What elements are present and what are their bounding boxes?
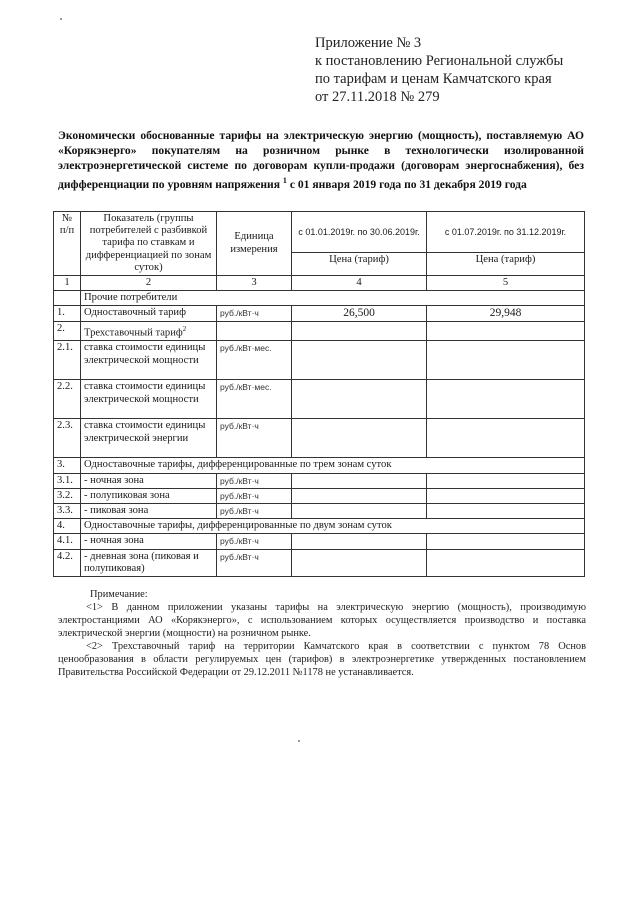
row-footnote-mark: 2 xyxy=(182,324,187,333)
row-num: 3. xyxy=(54,458,81,473)
row-unit: руб./кВт·ч xyxy=(217,534,292,549)
table-row xyxy=(54,549,585,576)
table-row xyxy=(54,534,585,549)
row-value-2 xyxy=(427,534,585,549)
row-name: - полупиковая зона xyxy=(81,488,217,503)
row-num: 2.1. xyxy=(54,341,81,380)
scan-speck xyxy=(60,18,62,20)
row-name: - ночная зона xyxy=(81,534,217,549)
row-name: - ночная зона xyxy=(81,473,217,488)
row-value-1 xyxy=(292,503,427,518)
table-row xyxy=(54,419,585,458)
row-value-2 xyxy=(427,473,585,488)
row-unit: руб./кВт·ч xyxy=(217,488,292,503)
row-unit xyxy=(217,321,292,341)
row-value-1 xyxy=(292,534,427,549)
header-period-1: с 01.01.2019г. по 30.06.2019г. xyxy=(292,212,427,253)
row-value-1 xyxy=(292,549,427,576)
row-value-2 xyxy=(427,419,585,458)
colnum-1: 1 xyxy=(54,276,81,291)
row-value-1 xyxy=(292,488,427,503)
document-heading xyxy=(58,128,584,192)
header-num: № п/п xyxy=(54,212,81,276)
row-unit: руб./кВт·ч xyxy=(217,473,292,488)
row-unit: руб./кВт·ч xyxy=(217,419,292,458)
row-num: 2.3. xyxy=(54,419,81,458)
note-2: <2> Трехставочный тариф на территории Камчатского края в соответствии с пунктом 78 Основ ценообразования в области регулируемых цен (тарифов) в электроэнергетике утвержденных постановлением Правительства Российской Федерации от 29.12.2011 №1178 не устанавливается. xyxy=(58,641,586,678)
row-name: ставка стоимости единицы электрической мощности xyxy=(81,380,217,419)
row-value-1: 26,500 xyxy=(292,306,427,321)
row-name: ставка стоимости единицы электрической мощности xyxy=(81,341,217,380)
colnum-4: 4 xyxy=(292,276,427,291)
row-num: 3.2. xyxy=(54,488,81,503)
appendix-resolution: к постановлению Региональной службы xyxy=(315,53,564,69)
row-name: ставка стоимости единицы электрической энергии xyxy=(81,419,217,458)
heading-footnote-mark: 1 xyxy=(282,176,287,185)
row-num: 4.2. xyxy=(54,549,81,576)
colnum-2: 2 xyxy=(81,276,217,291)
header-price-1: Цена (тариф) xyxy=(292,253,427,276)
column-number-row xyxy=(54,276,585,291)
scan-speck xyxy=(298,740,300,742)
table-row xyxy=(54,519,585,534)
row-value-2: 29,948 xyxy=(427,306,585,321)
appendix-block xyxy=(315,34,563,106)
header-indicator: Показатель (группы потребителей с разбивкой тарифа по ставкам и дифференциацией по зонам суток) xyxy=(81,212,217,276)
row-value-1 xyxy=(292,419,427,458)
row-value-2 xyxy=(427,321,585,341)
table-row xyxy=(54,321,585,341)
row-num: 4.1. xyxy=(54,534,81,549)
row-num: 1. xyxy=(54,306,81,321)
row-num: 4. xyxy=(54,519,81,534)
notes-block xyxy=(58,588,586,679)
header-price-2: Цена (тариф) xyxy=(427,253,585,276)
row-num: 2.2. xyxy=(54,380,81,419)
row-num: 3.1. xyxy=(54,473,81,488)
row-name: Одноставочные тарифы, дифференцированные по двум зонам суток xyxy=(81,519,585,534)
row-unit: руб./кВт·мес. xyxy=(217,341,292,380)
row-name: - дневная зона (пиковая и полупиковая) xyxy=(81,549,217,576)
appendix-authority: по тарифам и ценам Камчатского края xyxy=(315,71,552,87)
appendix-date: от 27.11.2018 № 279 xyxy=(315,89,440,105)
table-row xyxy=(54,306,585,321)
table-row xyxy=(54,473,585,488)
note-1: <1> В данном приложении указаны тарифы на электрическую энергию (мощность), производимую электростанциями АО «Корякэнерго», с использованием которых осуществляется производство и поставка электрической энергии (мощности) на розничном рынке. xyxy=(58,602,586,639)
row-num: 3.3. xyxy=(54,503,81,518)
row-value-2 xyxy=(427,341,585,380)
row-unit: руб./кВт·ч xyxy=(217,503,292,518)
heading-period: с 01 января 2019 года по 31 декабря 2019 года xyxy=(289,177,527,191)
table-row xyxy=(54,488,585,503)
row-value-2 xyxy=(427,503,585,518)
table-row xyxy=(54,458,585,473)
row-value-2 xyxy=(427,488,585,503)
header-period-2: с 01.07.2019г. по 31.12.2019г. xyxy=(427,212,585,253)
notes-title: Примечание: xyxy=(90,589,148,600)
row-unit: руб./кВт·мес. xyxy=(217,380,292,419)
tariff-table xyxy=(53,211,585,577)
row-unit: руб./кВт·ч xyxy=(217,306,292,321)
row-name-cell xyxy=(81,321,217,341)
header-unit: Единица измерения xyxy=(217,212,292,276)
heading-text: Экономически обоснованные тарифы на электрическую энергию (мощность), поставляемую АО «Корякэнерго» покупателям на розничном рынке в технологически изолированной электроэнергетической системе по договорам купли-продажи (договорам энергоснабжения), без дифференциации по уровням напряжения xyxy=(58,129,584,191)
header-row xyxy=(54,212,585,253)
section-row xyxy=(54,291,585,306)
row-value-2 xyxy=(427,549,585,576)
row-num: 2. xyxy=(54,321,81,341)
row-value-1 xyxy=(292,321,427,341)
row-name: - пиковая зона xyxy=(81,503,217,518)
row-name: Одноставочные тарифы, дифференцированные по трем зонам суток xyxy=(81,458,585,473)
row-value-1 xyxy=(292,380,427,419)
table-row xyxy=(54,341,585,380)
appendix-number: Приложение № 3 xyxy=(315,35,422,51)
table-row xyxy=(54,380,585,419)
row-unit: руб./кВт·ч xyxy=(217,549,292,576)
row-value-1 xyxy=(292,341,427,380)
row-value-2 xyxy=(427,380,585,419)
row-name: Одноставочный тариф xyxy=(81,306,217,321)
row-value-1 xyxy=(292,473,427,488)
table-row xyxy=(54,503,585,518)
section-other-consumers: Прочие потребители xyxy=(81,291,585,306)
colnum-5: 5 xyxy=(427,276,585,291)
row-name: Трехставочный тариф xyxy=(84,327,183,339)
colnum-3: 3 xyxy=(217,276,292,291)
